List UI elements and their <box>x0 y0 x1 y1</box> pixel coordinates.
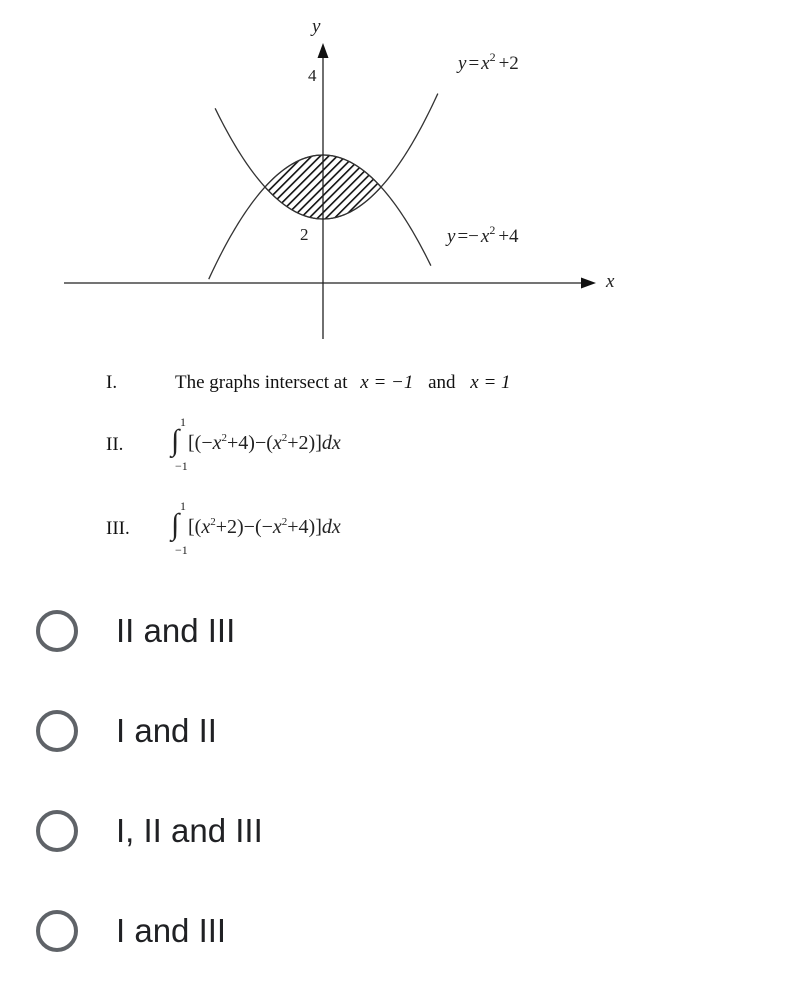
statement-3-part3: +4)] <box>287 516 322 538</box>
x-axis-arrow <box>581 278 596 289</box>
svg-text:[(−x2+4)−(x2+2)]dx <box>188 432 341 454</box>
statement-3-x2: x <box>272 516 282 538</box>
upper-curve-label-x: x <box>481 53 490 74</box>
option-i-ii-and-iii[interactable] <box>36 803 536 859</box>
radio-button-icon[interactable] <box>36 710 78 752</box>
upper-curve-label-exp: 2 <box>489 50 496 64</box>
statement-3-integral-sign: ∫ <box>171 508 180 541</box>
statement-3-exp2: 2 <box>281 516 288 528</box>
lower-curve-label-exp: 2 <box>489 223 496 237</box>
lower-curve-label-eq: =− <box>457 226 479 247</box>
statement-1-and: and <box>428 372 456 393</box>
upper-curve-label-y: y <box>458 53 467 74</box>
upper-curve-label-rest: +2 <box>498 53 519 74</box>
statement-2-integral-sign: ∫ <box>171 424 180 457</box>
option-label: I and III <box>116 912 227 949</box>
statement-1-cond2: x = 1 <box>470 372 511 393</box>
statement-1-text-before: The graphs intersect at <box>175 372 348 393</box>
upper-curve-label <box>456 50 519 74</box>
statement-3-x1: x <box>201 516 211 538</box>
option-label: I and II <box>116 712 217 749</box>
lower-curve-label-y: y <box>447 226 456 247</box>
y-axis-label: y <box>312 16 321 37</box>
statement-2-upper-limit: 1 <box>180 415 186 429</box>
statement-3-part2: +2)−(− <box>215 516 273 538</box>
lower-curve-label <box>445 223 519 247</box>
statement-1-text <box>175 372 511 394</box>
option-ii-and-iii[interactable] <box>36 603 536 659</box>
statement-2-part3: +2)] <box>287 432 322 454</box>
upper-curve-label-eq: = <box>468 53 480 74</box>
x-axis-label: x <box>606 271 615 292</box>
statement-2-part2: +4)−( <box>227 432 273 454</box>
statement-2-part1: [(− <box>188 432 213 454</box>
statement-2-x1: x <box>212 432 222 454</box>
statement-2-integral <box>168 412 448 472</box>
statement-2-x2: x <box>272 432 282 454</box>
lower-curve-label-x: x <box>480 226 490 247</box>
tick-label-2: 2 <box>300 225 309 244</box>
statement-3-numeral: III. <box>106 518 130 539</box>
statement-1-numeral: I. <box>106 372 118 393</box>
statement-1-cond1: x = −1 <box>360 372 414 393</box>
statement-2-exp1: 2 <box>221 432 227 444</box>
option-label: II and III <box>116 612 236 649</box>
svg-text:[(x2+2)−(−x2+4)]dx <box>188 516 341 538</box>
graph-figure <box>0 0 805 345</box>
statement-2-numeral: II. <box>106 434 124 455</box>
radio-button-icon[interactable] <box>36 810 78 852</box>
statement-3-part1: [( <box>188 516 202 538</box>
statement-3-integral <box>168 496 448 556</box>
statement-3-dx: dx <box>321 516 341 538</box>
tick-label-4: 4 <box>308 66 317 85</box>
statement-3-exp1: 2 <box>210 516 216 528</box>
option-i-and-ii[interactable] <box>36 703 536 759</box>
statement-3-lower-limit: −1 <box>175 543 188 556</box>
statement-2-exp2: 2 <box>281 432 288 444</box>
option-label: I, II and III <box>116 812 263 849</box>
y-axis-arrow <box>318 43 329 58</box>
statement-2-lower-limit: −1 <box>175 459 188 472</box>
lower-curve-label-rest: +4 <box>498 226 519 247</box>
statement-3-upper-limit: 1 <box>180 499 186 513</box>
radio-button-icon[interactable] <box>36 910 78 952</box>
radio-button-icon[interactable] <box>36 610 78 652</box>
option-i-and-iii[interactable] <box>36 903 536 959</box>
statement-2-dx: dx <box>321 432 341 454</box>
